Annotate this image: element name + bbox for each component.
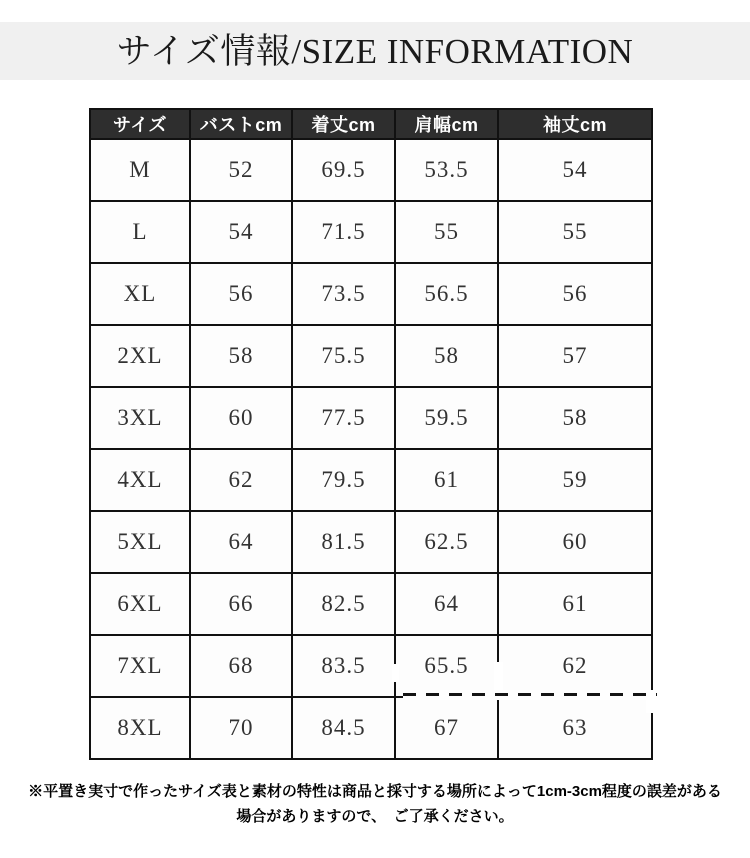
note-line: ※平置き実寸で作ったサイズ表と素材の特性は商品と採寸する場所によって1cm-3cm程度の誤差がある [28,783,722,800]
table-cell: 54 [498,139,652,201]
table-cell: 54 [190,201,292,263]
note-line: 場合がありますので、 ご了承ください。 [236,808,514,825]
table-cell: 79.5 [292,449,395,511]
table-row [90,511,652,573]
column-header-sleeve: 袖丈cm [498,109,652,139]
table-cell: 5XL [90,511,190,573]
table-cell: 55 [498,201,652,263]
table-header-row [90,109,652,139]
table-cell: 64 [190,511,292,573]
table-cell: 59.5 [395,387,498,449]
watermark-dashed-border [403,693,657,696]
table-cell: M [90,139,190,201]
table-row [90,697,652,759]
table-cell: 55 [395,201,498,263]
table-row [90,263,652,325]
table-row [90,635,652,697]
table-cell: L [90,201,190,263]
size-table [89,108,653,760]
table-cell: 68 [190,635,292,697]
table-cell: 83.5 [292,635,395,697]
table-cell: 56 [190,263,292,325]
table-cell: 63 [498,697,652,759]
table-cell: 62.5 [395,511,498,573]
table-cell: 56.5 [395,263,498,325]
table-cell: 58 [498,387,652,449]
table-cell: 2XL [90,325,190,387]
table-cell: 62 [190,449,292,511]
table-cell: 64 [395,573,498,635]
table-cell: XL [90,263,190,325]
table-cell: 6XL [90,573,190,635]
table-cell: 61 [395,449,498,511]
table-row [90,201,652,263]
table-row [90,387,652,449]
title-banner [0,22,750,80]
table-cell: 81.5 [292,511,395,573]
table-cell: 60 [498,511,652,573]
table-cell: 84.5 [292,697,395,759]
table-cell: 75.5 [292,325,395,387]
table-cell: 57 [498,325,652,387]
table-cell: 59 [498,449,652,511]
table-cell: 61 [498,573,652,635]
table-cell: 66 [190,573,292,635]
measurement-disclaimer [0,779,750,829]
table-cell: 82.5 [292,573,395,635]
table-cell: 8XL [90,697,190,759]
table-row [90,325,652,387]
table-cell: 67 [395,697,498,759]
table-cell: 58 [395,325,498,387]
table-cell: 3XL [90,387,190,449]
page-title: サイズ情報/SIZE INFORMATION [116,32,634,71]
watermark-erasure [392,664,399,682]
table-cell: 69.5 [292,139,395,201]
table-cell: 52 [190,139,292,201]
table-cell: 71.5 [292,201,395,263]
table-cell: 53.5 [395,139,498,201]
column-header-size: サイズ [90,109,190,139]
size-table-container [89,108,653,760]
table-cell: 73.5 [292,263,395,325]
column-header-shoulder: 肩幅cm [395,109,498,139]
table-cell: 58 [190,325,292,387]
watermark-erasure [646,700,656,713]
watermark-erasure [494,662,503,690]
table-cell: 77.5 [292,387,395,449]
table-cell: 70 [190,697,292,759]
table-cell: 65.5 [395,635,498,697]
table-cell: 62 [498,635,652,697]
table-cell: 56 [498,263,652,325]
table-cell: 7XL [90,635,190,697]
watermark-artifact [403,690,657,700]
table-cell: 60 [190,387,292,449]
table-row [90,139,652,201]
table-cell: 4XL [90,449,190,511]
column-header-length: 着丈cm [292,109,395,139]
table-row [90,573,652,635]
column-header-bust: バストcm [190,109,292,139]
table-row [90,449,652,511]
